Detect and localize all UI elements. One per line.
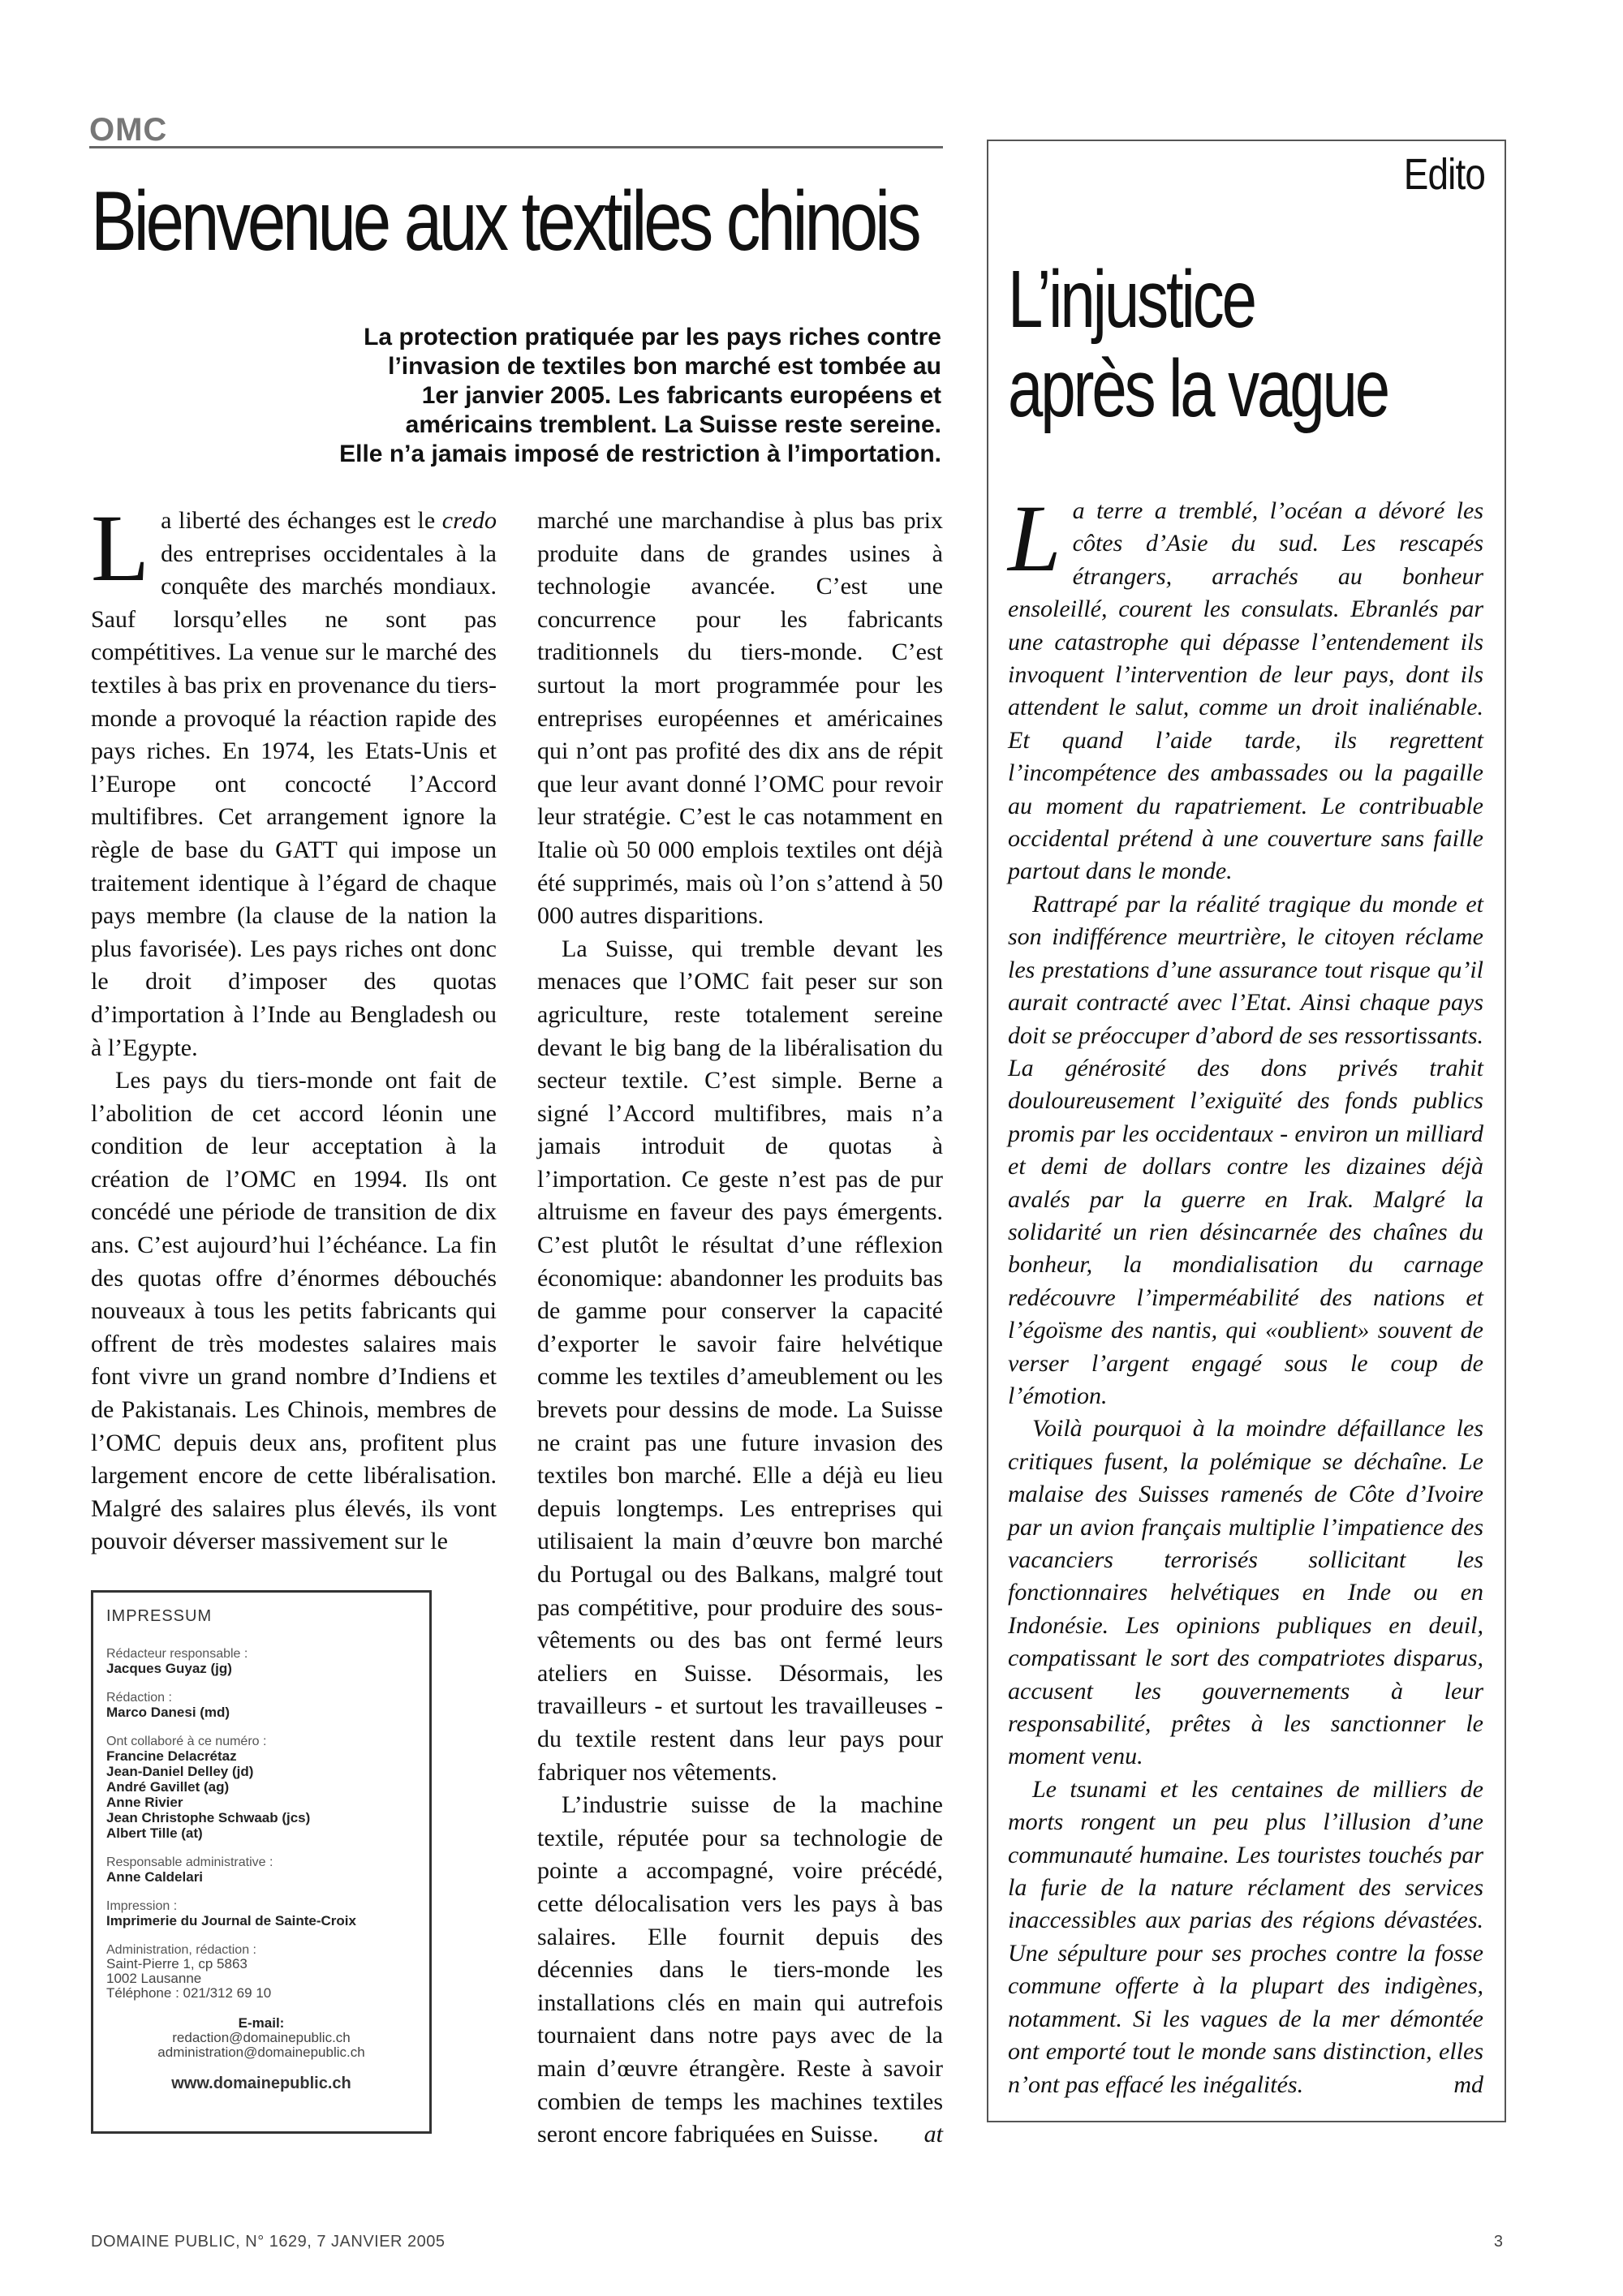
impressum-name: Jean-Daniel Delley (jd) — [106, 1764, 254, 1779]
edito-paragraph: Le tsunami et les centaines de milliers de morts rongent un peu plus l’illusion d’une communauté humaine. Les touristes touchés par la furie de la nature réclament des services inaccessibles aux parias des régions dévastées. Une sépulture pour ses proches contre la fosse commune offerte à la plupart des indigènes, notamment. Si les vagues de la mer démontée ont emporté tout le monde sans distinction, elles n’ont pas effacé les inégalités. md — [1008, 1774, 1483, 2101]
edito-paragraph: La terre a tremblé, l’océan a dévoré les côtes d’Asie du sud. Les rescapés étrangers, arrachés au bonheur ensoleillé, courent les consulats. Ebranlés par une catastrophe qui dépasse l’entendement ils invoquent l’intervention de leur pays, dont ils attendent le salut, comme un droit inaliénable. Et quand l’aide tarde, ils regrettent l’incompétence des ambassades ou la pagaille au moment du rapatriement. Le contribuable occidental prétend à une couverture sans faille partout dans le monde. — [1008, 485, 1483, 885]
footer-publication: DOMAINE PUBLIC, N° 1629, 7 JANVIER 2005 — [91, 2233, 446, 2251]
impressum-address-line: 1002 Lausanne — [106, 1971, 202, 1986]
edito-column — [1008, 485, 1483, 2101]
email-link[interactable]: redaction@domainepublic.ch — [172, 2030, 351, 2045]
lead-line: 1er janvier 2005. Les fabricants européens et — [421, 382, 941, 409]
lead-line: l’invasion de textiles bon marché est tombée au — [388, 353, 941, 380]
article-paragraph: L’industrie suisse de la machine textile, réputée pour sa technologie de pointe a accompagné, voire précédé, cette délocalisation vers les pays à bas salaires. Elle fournit depuis des décennies dans le tiers-monde les installations clés en main qui autrefois tournaient dans notre pays avec de la main d’œuvre étrangère. Reste à savoir combien de temps les machines textiles seront encore fabriquées en Suisse. at — [537, 1789, 943, 2152]
article-signature: at — [923, 2121, 943, 2148]
article-paragraph: marché une marchandise à plus bas prix produite dans de grandes usines à technologie avancée. C’est une concurrence pour les fabricants traditionnels du tiers-monde. C’est surtout la mort programmée pour les entreprises européennes et américaines qui n’ont pas profité des dix ans de répit que leur avant donné l’OMC pour revoir leur stratégie. C’est le cas notamment en Italie où 50 000 emplois textiles ont déjà été supprimés, mais où l’on s’attend à 50 000 autres disparitions. — [537, 507, 943, 930]
impressum-label: Responsable administrative : — [106, 1855, 273, 1869]
edito-paragraph: Voilà pourquoi à la moindre défaillance les critiques fusent, la polémique se déchaîne. Le malaise des Suisses ramenés de Côte d’Ivoire par un avion français multiplie l’impatience des vacanciers terrorisés sollicitant les fonctionnaires helvétiques en Inde ou en Indonésie. Les opinions publiques en deuil, compatissant le sort des compatriotes disparus, accusent les gouvernements à leur responsabilité, prêtes à les sanctionner le moment venu. — [1008, 1415, 1483, 1770]
article-paragraph: Les pays du tiers-monde ont fait de l’abolition de cet accord léonin une condition de leur acceptation à la création de l’OMC en 1994. Ils ont concédé une période de transition de dix ans. C’est aujourd’hui l’échéance. La fin des quotas offre d’énormes débouchés nouveaux à tous les petits fabricants qui offrent de très modestes salaires mais font vivre un grand nombre d’Indiens et de Pakistanais. Les Chinois, membres de l’OMC depuis deux ans, profitent plus largement encore de cette libéralisation. Malgré des salaires plus élevés, ils vont pouvoir déverser massivement sur le — [91, 1067, 497, 1555]
impressum-address-line: Saint-Pierre 1, cp 5863 — [106, 1956, 248, 1971]
email-link[interactable]: administration@domainepublic.ch — [157, 2044, 365, 2060]
lead-line: La protection pratiquée par les pays riches contre — [364, 324, 941, 350]
impressum-label: Administration, rédaction : — [106, 1943, 256, 1957]
impressum-name: Albert Tille (at) — [106, 1825, 203, 1841]
article-paragraph: La Suisse, qui tremble devant les menaces que l’OMC fait peser sur son agriculture, reste totalement sereine devant le big bang de la libéralisation du secteur textile. C’est simple. Berne a signé l’Accord multifibres, mais n’a jamais introduit de quotas à l’importation. Ce geste n’est pas de pur altruisme en faveur des pays émergents. C’est plutôt le résultat d’une réflexion économique: abandonner les produits bas de gamme pour conserver la capacité d’exporter le savoir faire helvétique comme les textiles d’ameublement ou les brevets pour dessins de mode. La Suisse ne craint pas une future invasion des textiles bon marché. Elle a déjà eu lieu depuis longtemps. Les entreprises qui utilisaient la main d’œuvre bon marché du Portugal ou des Balkans, malgré tout pas compétitive, pour produire des sous-vêtements ou des bas ont fermé leurs ateliers en Suisse. Désormais, les travailleurs - et surtout les travailleuses - du textile restent dans leur pays pour fabriquer nos vêtements. — [537, 935, 943, 1786]
drop-cap: L — [1008, 485, 1061, 591]
impressum-name: André Gavillet (ag) — [106, 1779, 230, 1795]
article-column-1 — [91, 495, 497, 1559]
impressum-box — [91, 1590, 432, 2134]
edito-box — [987, 140, 1506, 2122]
lead-line: Elle n’a jamais imposé de restriction à l’importation. — [339, 441, 941, 467]
article-paragraph: La liberté des échanges est le credo des entreprises occidentales à la conquête des marchés mondiaux. Sauf lorsqu’elles ne sont pas compétitives. La venue sur le marché des textiles à bas prix en provenance du tiers-monde a provoqué la réaction rapide des pays riches. En 1974, les Etats-Unis et l’Europe ont concocté l’Accord multifibres. Cet arrangement ignore la règle de base du GATT qui impose un traitement identique à l’égard de chaque pays membre (la clause de la nation la plus favorisée). Les pays riches ont donc le droit d’imposer des quotas d’importation à l’Inde au Bengladesh ou à l’Egypte. — [91, 495, 497, 1061]
article-column-2 — [537, 505, 943, 2152]
edito-title-line: L’injustice — [1008, 254, 1255, 345]
impressum-name: Anne Rivier — [106, 1795, 183, 1810]
credo-word: credo — [441, 507, 497, 534]
impressum-title: IMPRESSUM — [106, 1607, 213, 1625]
website-link[interactable]: www.domainepublic.ch — [171, 2075, 351, 2092]
impressum-name: Jean Christophe Schwaab (jcs) — [106, 1810, 311, 1825]
impressum-name: Imprimerie du Journal de Sainte-Croix — [106, 1913, 356, 1928]
impressum-label: Impression : — [106, 1899, 178, 1913]
impressum-label: Rédacteur responsable : — [106, 1647, 248, 1661]
drop-cap: L — [91, 495, 150, 601]
impressum-name: Jacques Guyaz (jg) — [106, 1661, 232, 1676]
article-headline: Bienvenue aux textiles chinois — [91, 174, 919, 269]
article-lead — [162, 323, 941, 469]
section-kicker — [89, 112, 943, 148]
lead-line: américains tremblent. La Suisse reste sereine. — [405, 411, 941, 438]
section-label: OMC — [89, 112, 168, 148]
impressum-name: Francine Delacrétaz — [106, 1748, 237, 1764]
impressum-name: Anne Caldelari — [106, 1869, 204, 1885]
impressum-name: Marco Danesi (md) — [106, 1705, 230, 1720]
page-number: 3 — [1493, 2233, 1503, 2251]
impressum-label: Rédaction : — [106, 1691, 172, 1705]
edito-paragraph: Rattrapé par la réalité tragique du monde et son indifférence meurtrière, le citoyen réclame les prestations d’une assurance tout risque qu’il aurait contracté avec l’Etat. Ainsi chaque pays doit se préoccuper d’abord de ses ressortissants. La générosité des dons privés trahit douloureusement l’exiguïté des fonds publics promis par les occidentaux - environ un milliard et demi de dollars contre les dizaines déjà avalés par la guerre en Irak. Malgré la solidarité un rien désincarnée des chaînes du bonheur, la mondialisation du carnage redécouvre l’imperméabilité des nations et l’égoïsme des nantis, qui «oublient» souvent de verser l’argent engagé sous le coup de l’émotion. — [1008, 890, 1483, 1409]
impressum-label: Ont collaboré à ce numéro : — [106, 1735, 267, 1748]
edito-title-line: après la vague — [1008, 343, 1388, 434]
impressum-email-label: E-mail: — [238, 2015, 285, 2031]
edito-title — [1008, 255, 1394, 433]
edito-label: Edito — [1403, 150, 1485, 199]
impressum-address-line: Téléphone : 021/312 69 10 — [106, 1985, 272, 2001]
edito-signature: md — [1453, 2070, 1483, 2098]
